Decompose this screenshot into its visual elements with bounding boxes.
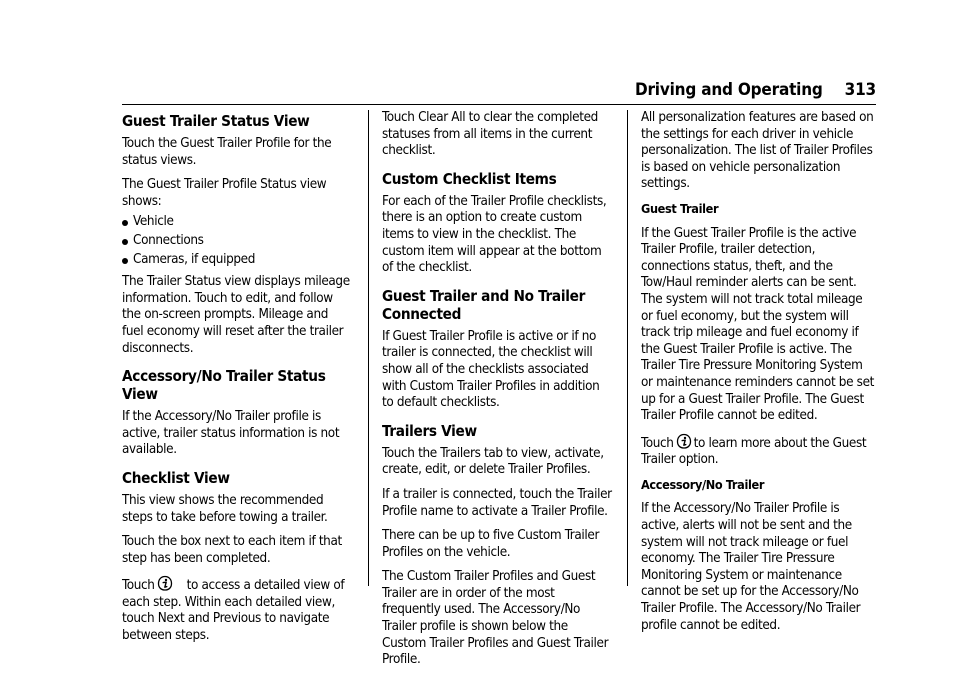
paragraph: If Guest Trailer Profile is active or if no trailer is connected, the checklist will show all of the checklists associated with Custom Trailer Profiles in addition to default checklists. bbox=[382, 328, 600, 411]
paragraph bbox=[122, 575, 352, 644]
text-fragment: Touch bbox=[641, 435, 674, 451]
text-fragment: each step. Within each detailed view, touch Next and Previous to navigate between steps. bbox=[122, 594, 335, 644]
paragraph bbox=[641, 433, 877, 469]
page-header bbox=[635, 80, 876, 100]
page-number: 313 bbox=[844, 80, 876, 100]
paragraph: This view shows the recommended steps to take before towing a trailer. bbox=[122, 492, 328, 525]
header-rule bbox=[122, 104, 876, 105]
heading-accessory-status-view: Accessory/No Trailer Status View bbox=[122, 367, 326, 404]
subheading-accessory-no-trailer: Accessory/No Trailer bbox=[641, 476, 765, 492]
column-divider-1 bbox=[368, 110, 369, 586]
text-fragment: to access a detailed view of bbox=[186, 578, 345, 594]
info-touch-icon bbox=[676, 433, 692, 451]
paragraph: If a trailer is connected, touch the Trailer Profile name to activate a Trailer Profile. bbox=[382, 486, 612, 519]
paragraph: Touch the Trailers tab to view, activate, create, edit, or delete Trailer Profiles. bbox=[382, 445, 604, 478]
paragraph: If the Guest Trailer Profile is the active Trailer Profile, trailer detection, connections status, theft, and the Tow/Haul reminder alerts can be sent. The system will not track total mileage or fuel economy, but the system will track trip mileage and fuel economy if the Guest Trailer Profile is active. The Trailer Tire Pressure Monitoring System or maintenance reminders cannot be set up for a Guest Trailer Profile. The Guest Trailer Profile cannot be edited. bbox=[641, 225, 875, 424]
column-2 bbox=[382, 110, 614, 677]
column-divider-2 bbox=[627, 110, 628, 586]
column-3 bbox=[641, 110, 877, 642]
paragraph: If the Accessory/No Trailer Profile is active, alerts will not be sent and the system will not track mileage or fuel economy. The Trailer Tire Pressure Monitoring System or maintenance cannot be set up for the Accessory/No Trailer Profile. The Accessory/No Trailer profile cannot be edited. bbox=[641, 501, 861, 633]
heading-checklist-view: Checklist View bbox=[122, 468, 230, 487]
list-item: Cameras, if equipped bbox=[122, 252, 352, 269]
heading-guest-no-trailer-connected: Guest Trailer and No Trailer Connected bbox=[382, 286, 586, 323]
heading-guest-trailer-status-view: Guest Trailer Status View bbox=[122, 112, 310, 130]
paragraph: The Trailer Status view displays mileage information. Touch to edit, and follow the on-screen prompts. Mileage and fuel economy will reset after the trailer disconnects. bbox=[122, 274, 350, 356]
status-list bbox=[122, 214, 352, 268]
section-title: Driving and Operating bbox=[634, 80, 823, 100]
heading-trailers-view: Trailers View bbox=[382, 421, 477, 440]
list-item: Vehicle bbox=[122, 214, 352, 231]
list-item: Connections bbox=[122, 233, 352, 250]
paragraph: Touch Clear All to clear the completed statuses from all items in the current checklist. bbox=[382, 110, 598, 159]
paragraph: Touch the Guest Trailer Profile for the status views. bbox=[122, 136, 332, 168]
paragraph: If the Accessory/No Trailer profile is active, trailer status information is not available. bbox=[122, 409, 340, 458]
paragraph: The Custom Trailer Profiles and Guest Trailer are in order of the most frequently used. The Accessory/No Trailer profile is shown below the Custom Trailer Profiles and Guest Trailer Profile. bbox=[382, 569, 609, 668]
text-fragment: to learn more about the Guest Trailer option. bbox=[641, 435, 867, 468]
paragraph: For each of the Trailer Profile checklists, there is an option to create custom items to view in the checklist. The custom item will appear at the bottom of the checklist. bbox=[382, 193, 607, 276]
column-1 bbox=[122, 110, 352, 653]
paragraph: There can be up to five Custom Trailer Profiles on the vehicle. bbox=[382, 528, 600, 560]
heading-custom-checklist-items: Custom Checklist Items bbox=[382, 169, 557, 188]
paragraph: Touch the box next to each item if that step has been completed. bbox=[122, 534, 342, 566]
info-touch-icon bbox=[157, 575, 173, 593]
paragraph: The Guest Trailer Profile Status view shows: bbox=[122, 177, 327, 209]
text-fragment: Touch bbox=[122, 578, 155, 594]
subheading-guest-trailer: Guest Trailer bbox=[641, 200, 719, 216]
paragraph: All personalization features are based on the settings for each driver in vehicle personalization. The list of Trailer Profiles is based on vehicle personalization settings. bbox=[641, 110, 874, 192]
